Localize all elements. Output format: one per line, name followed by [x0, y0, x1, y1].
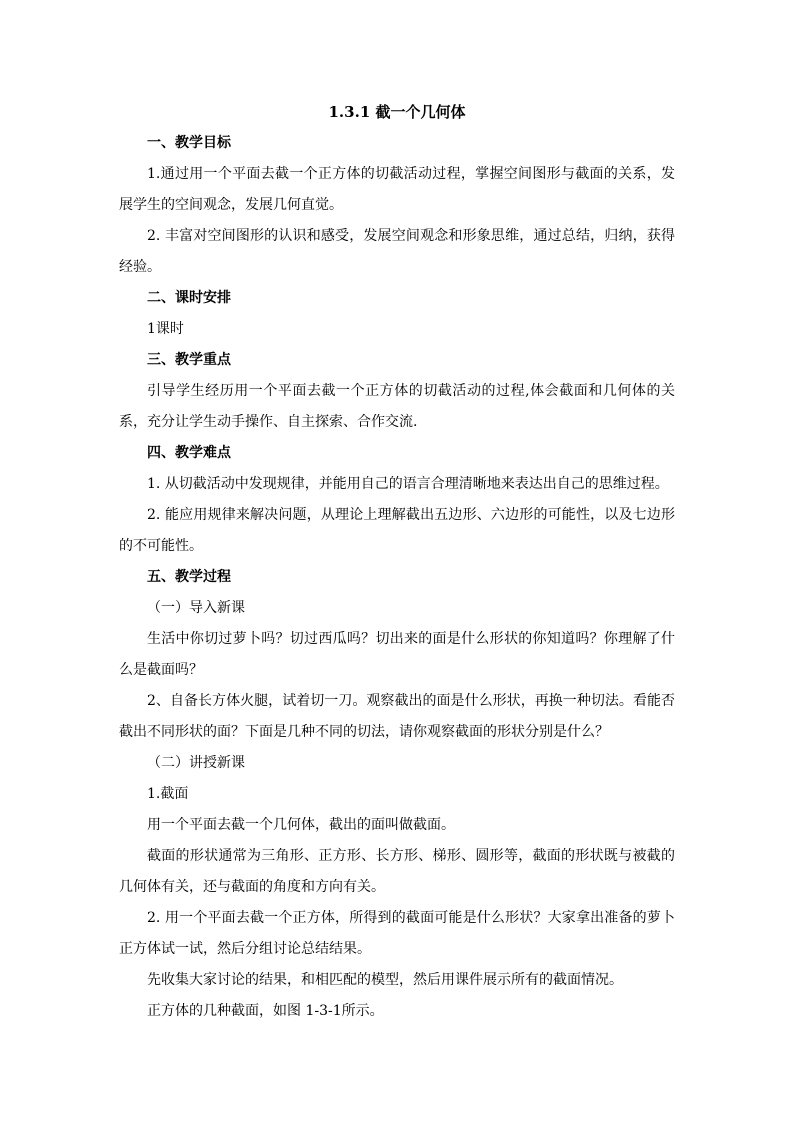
- section-heading: 三、教学重点: [147, 352, 231, 368]
- paragraph: 1.截面: [147, 786, 189, 802]
- section-heading: 五、教学过程: [147, 569, 231, 585]
- paragraph: （二）讲授新课: [147, 755, 245, 771]
- paragraph: 正方体的几种截面，如图 1-3-1所示。: [147, 1003, 384, 1019]
- paragraph: 1.通过用一个平面去截一个正方体的切截活动过程，掌握空间图形与截面的关系，发展学生的空间观念，发展几何直觉。: [119, 166, 675, 213]
- paragraph: （一）导入新课: [147, 600, 245, 616]
- paragraph: 2、自备长方体火腿，试着切一刀。观察截出的面是什么形状，再换一种切法。看能否截出不同形状的面？下面是几种不同的切法，请你观察截面的形状分别是什么？: [119, 693, 675, 740]
- paragraph: 2. 丰富对空间图形的认识和感受，发展空间观念和形象思维，通过总结，归纳，获得经验。: [119, 228, 675, 275]
- document-title: 1.3.1 截一个几何体: [328, 103, 466, 121]
- paragraph: 2. 能应用规律来解决问题，从理论上理解截出五边形、六边形的可能性，以及七边形的不可能性。: [119, 507, 675, 554]
- section-heading: 一、教学目标: [147, 135, 231, 151]
- paragraph: 引导学生经历用一个平面去截一个正方体的切截活动的过程,体会截面和几何体的关系，充分让学生动手操作、自主探索、合作交流.: [119, 383, 675, 430]
- paragraph: 2. 用一个平面去截一个正方体，所得到的截面可能是什么形状？大家拿出准备的萝卜正方体试一试，然后分组讨论总结结果。: [119, 910, 675, 957]
- paragraph: 1课时: [147, 321, 184, 337]
- paragraph: 1. 从切截活动中发现规律，并能用自己的语言合理清晰地来表达出自己的思维过程。: [147, 476, 669, 492]
- section-heading: 二、课时安排: [147, 290, 231, 306]
- paragraph: 生活中你切过萝卜吗？切过西瓜吗？切出来的面是什么形状的你知道吗？你理解了什么是截面吗？: [119, 631, 675, 678]
- paragraph: 先收集大家讨论的结果，和相匹配的模型，然后用课件展示所有的截面情况。: [147, 972, 623, 988]
- paragraph: 用一个平面去截一个几何体，截出的面叫做截面。: [147, 817, 455, 833]
- paragraph: 截面的形状通常为三角形、正方形、长方形、梯形、圆形等，截面的形状既与被截的几何体有关，还与截面的角度和方向有关。: [119, 848, 675, 895]
- section-heading: 四、教学难点: [147, 445, 231, 461]
- document-page: [119, 96, 675, 1027]
- document-body: [119, 128, 675, 1027]
